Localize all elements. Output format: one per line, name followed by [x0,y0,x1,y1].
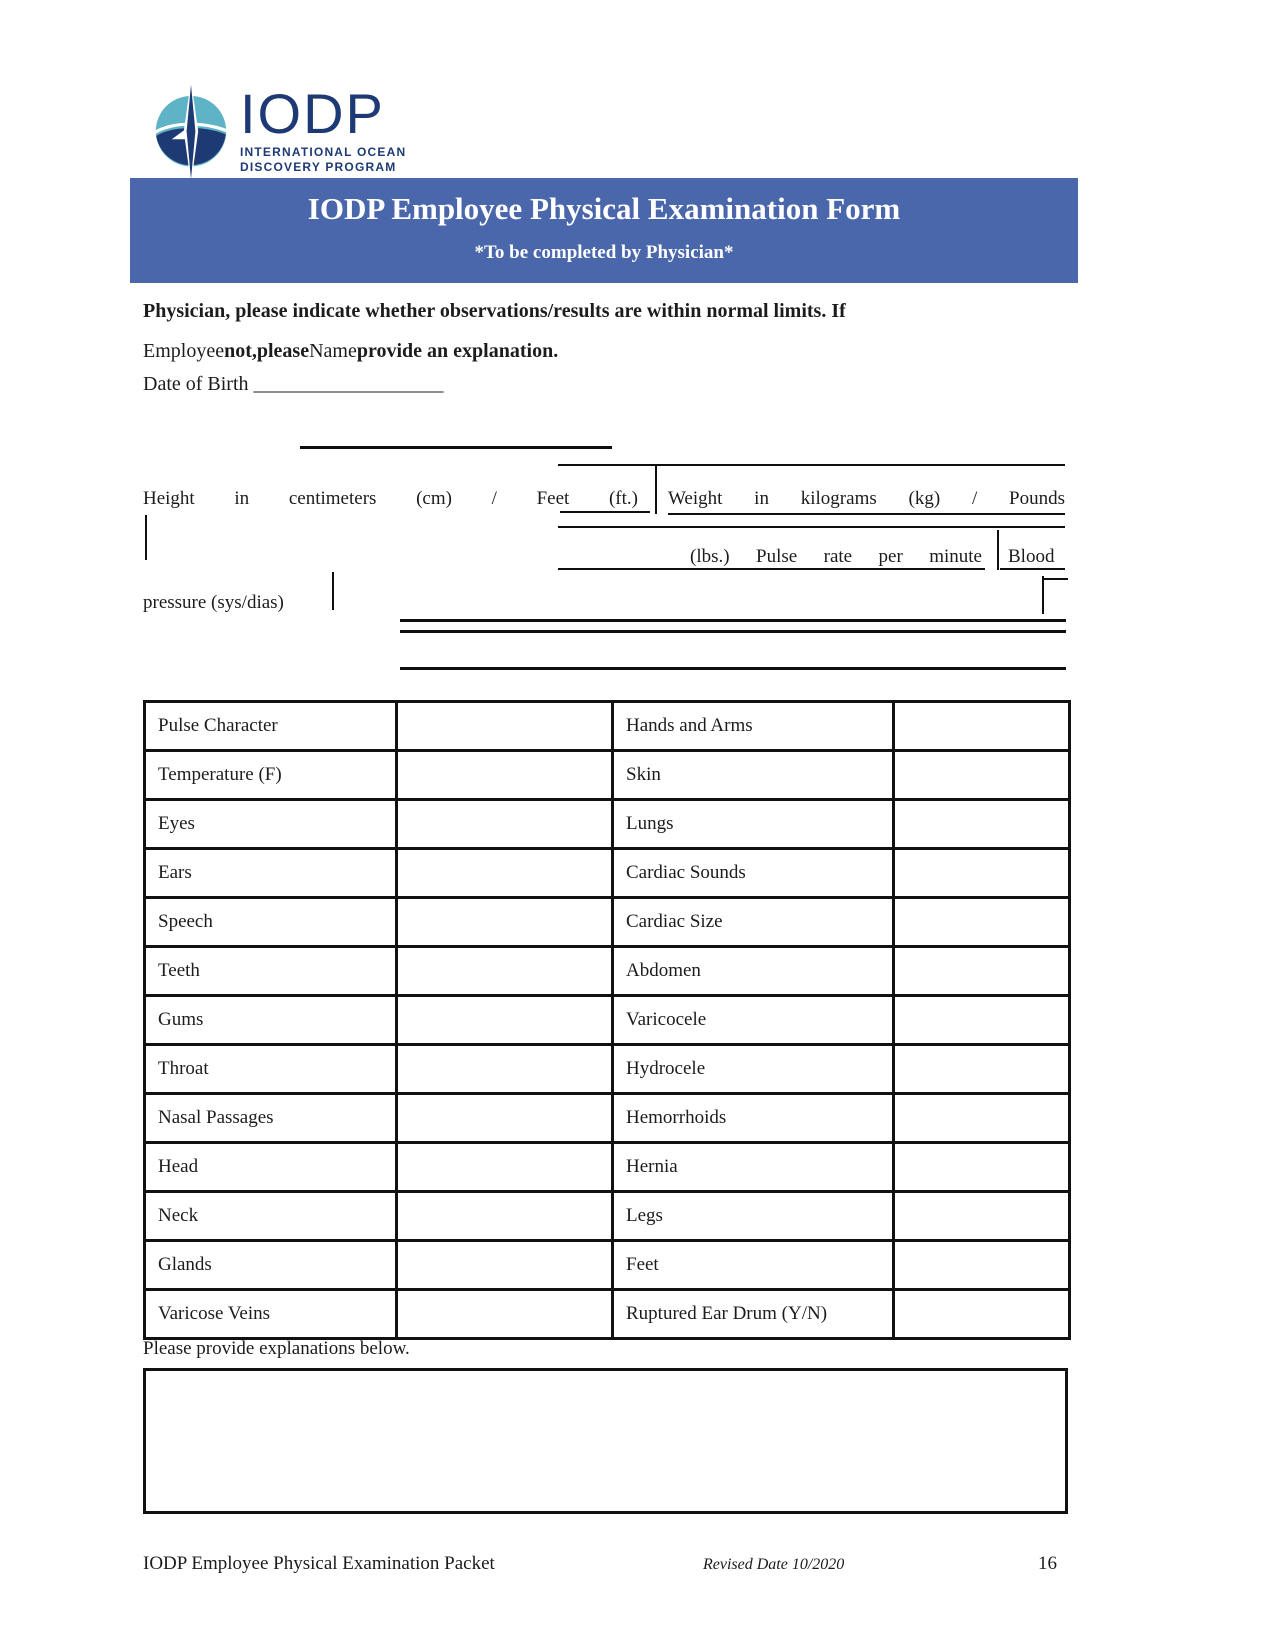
table-row [145,947,1070,996]
exam-item-label: Gums [145,996,397,1045]
table-row [145,1094,1070,1143]
exam-result-cell [397,1192,613,1241]
exam-result-cell [894,849,1070,898]
form-title: IODP Employee Physical Examination Form [307,191,901,226]
exam-item-label: Eyes [145,800,397,849]
exam-result-cell [894,1143,1070,1192]
pulse-rate-underline [558,568,985,570]
exam-item-label: Nasal Passages [145,1094,397,1143]
explanations-box [143,1368,1068,1514]
date-of-birth-field [143,373,843,396]
exam-result-cell [397,849,613,898]
exam-result-cell [894,898,1070,947]
height-weight-divider [655,464,657,514]
exam-item-label: Temperature (F) [145,751,397,800]
footer-page-number: 16 [1038,1553,1057,1574]
exam-item-label: Head [145,1143,397,1192]
exam-result-cell [397,1290,613,1339]
exam-result-cell [397,1143,613,1192]
table-row [145,702,1070,751]
exam-result-cell [397,947,613,996]
height-label: Height in centimeters (cm) / Feet (ft.) [143,488,638,509]
exam-item-label: Skin [613,751,894,800]
pressure-tick [332,572,334,610]
exam-result-cell [397,800,613,849]
form-title-banner [130,178,1078,283]
weight-label: Weight in kilograms (kg) / Pounds [668,488,1065,509]
pressure-label: pressure (sys/dias) [143,592,284,613]
exam-result-cell [894,702,1070,751]
exam-result-cell [397,1045,613,1094]
weight-underline [668,513,1065,515]
table-row [145,898,1070,947]
exam-item-label: Neck [145,1192,397,1241]
not-please-word: not,please [224,340,310,362]
physician-instruction-line2 [143,340,1093,363]
exam-item-label: Ears [145,849,397,898]
exam-result-cell [397,996,613,1045]
logo-tagline-line2: DISCOVERY PROGRAM [240,160,397,174]
blood-pressure-tick [1042,576,1044,614]
pulse-blood-divider [997,530,999,570]
logo-acronym: IODP [240,82,385,145]
exam-result-cell [397,898,613,947]
exam-result-cell [397,1094,613,1143]
exam-item-label: Abdomen [613,947,894,996]
table-row [145,1045,1070,1094]
exam-item-label: Hemorrhoids [613,1094,894,1143]
exam-result-cell [894,947,1070,996]
exam-item-label: Hernia [613,1143,894,1192]
footer-revised-date: Revised Date 10/2020 [703,1556,845,1573]
single-rule [400,667,1066,670]
exam-item-label: Hydrocele [613,1045,894,1094]
exam-result-cell [894,1094,1070,1143]
table-row [145,996,1070,1045]
vitals-top-rule [558,464,1065,466]
table-row [145,1192,1070,1241]
logo-wordmark [240,82,407,175]
iodp-logo-icon [145,80,237,184]
exam-item-label: Varicose Veins [145,1290,397,1339]
weight-blank-line [558,526,1065,528]
exam-item-label: Feet [613,1241,894,1290]
examination-table [143,700,1068,1340]
pulse-rate-label: (lbs.) Pulse rate per minute [690,546,982,567]
exam-result-cell [894,1241,1070,1290]
date-of-birth-blank: ___________________ [253,373,444,395]
blood-pressure-short-rule [1042,578,1068,580]
blood-underline [1000,568,1065,570]
footer-document-title: IODP Employee Physical Examination Packet [143,1553,495,1574]
double-rule-bottom [400,630,1066,633]
left-margin-bar [145,515,147,560]
explanations-label: Please provide explanations below. [143,1338,410,1359]
exam-result-cell [397,751,613,800]
exam-item-label: Teeth [145,947,397,996]
exam-item-label: Cardiac Sounds [613,849,894,898]
exam-item-label: Cardiac Size [613,898,894,947]
exam-item-label: Pulse Character [145,702,397,751]
physician-instruction-line1: Physician, please indicate whether observations/results are within normal limits. If [143,300,846,322]
exam-item-label: Hands and Arms [613,702,894,751]
exam-result-cell [894,1290,1070,1339]
exam-result-cell [397,702,613,751]
exam-item-label: Ruptured Ear Drum (Y/N) [613,1290,894,1339]
table-row [145,800,1070,849]
employee-word: Employee [143,340,225,362]
feet-underline [560,511,650,513]
exam-result-cell [894,996,1070,1045]
table-row [145,849,1070,898]
exam-item-label: Lungs [613,800,894,849]
blood-label: Blood [1008,546,1055,567]
exam-item-label: Varicocele [613,996,894,1045]
date-of-birth-label: Date of Birth [143,373,249,395]
provide-explanation-word: provide an explanation. [356,340,559,362]
table-row [145,1143,1070,1192]
exam-result-cell [894,1045,1070,1094]
exam-item-label: Speech [145,898,397,947]
exam-result-cell [894,800,1070,849]
exam-result-cell [894,751,1070,800]
name-word: Name [309,340,357,362]
form-subtitle: *To be completed by Physician* [474,242,734,263]
double-rule-top [400,619,1066,622]
table-row [145,751,1070,800]
logo-tagline-line1: INTERNATIONAL OCEAN [240,145,407,159]
employee-name-blank-line [300,446,612,449]
exam-item-label: Legs [613,1192,894,1241]
table-row [145,1241,1070,1290]
exam-result-cell [894,1192,1070,1241]
exam-item-label: Throat [145,1045,397,1094]
exam-item-label: Glands [145,1241,397,1290]
exam-result-cell [397,1241,613,1290]
table-row [145,1290,1070,1339]
